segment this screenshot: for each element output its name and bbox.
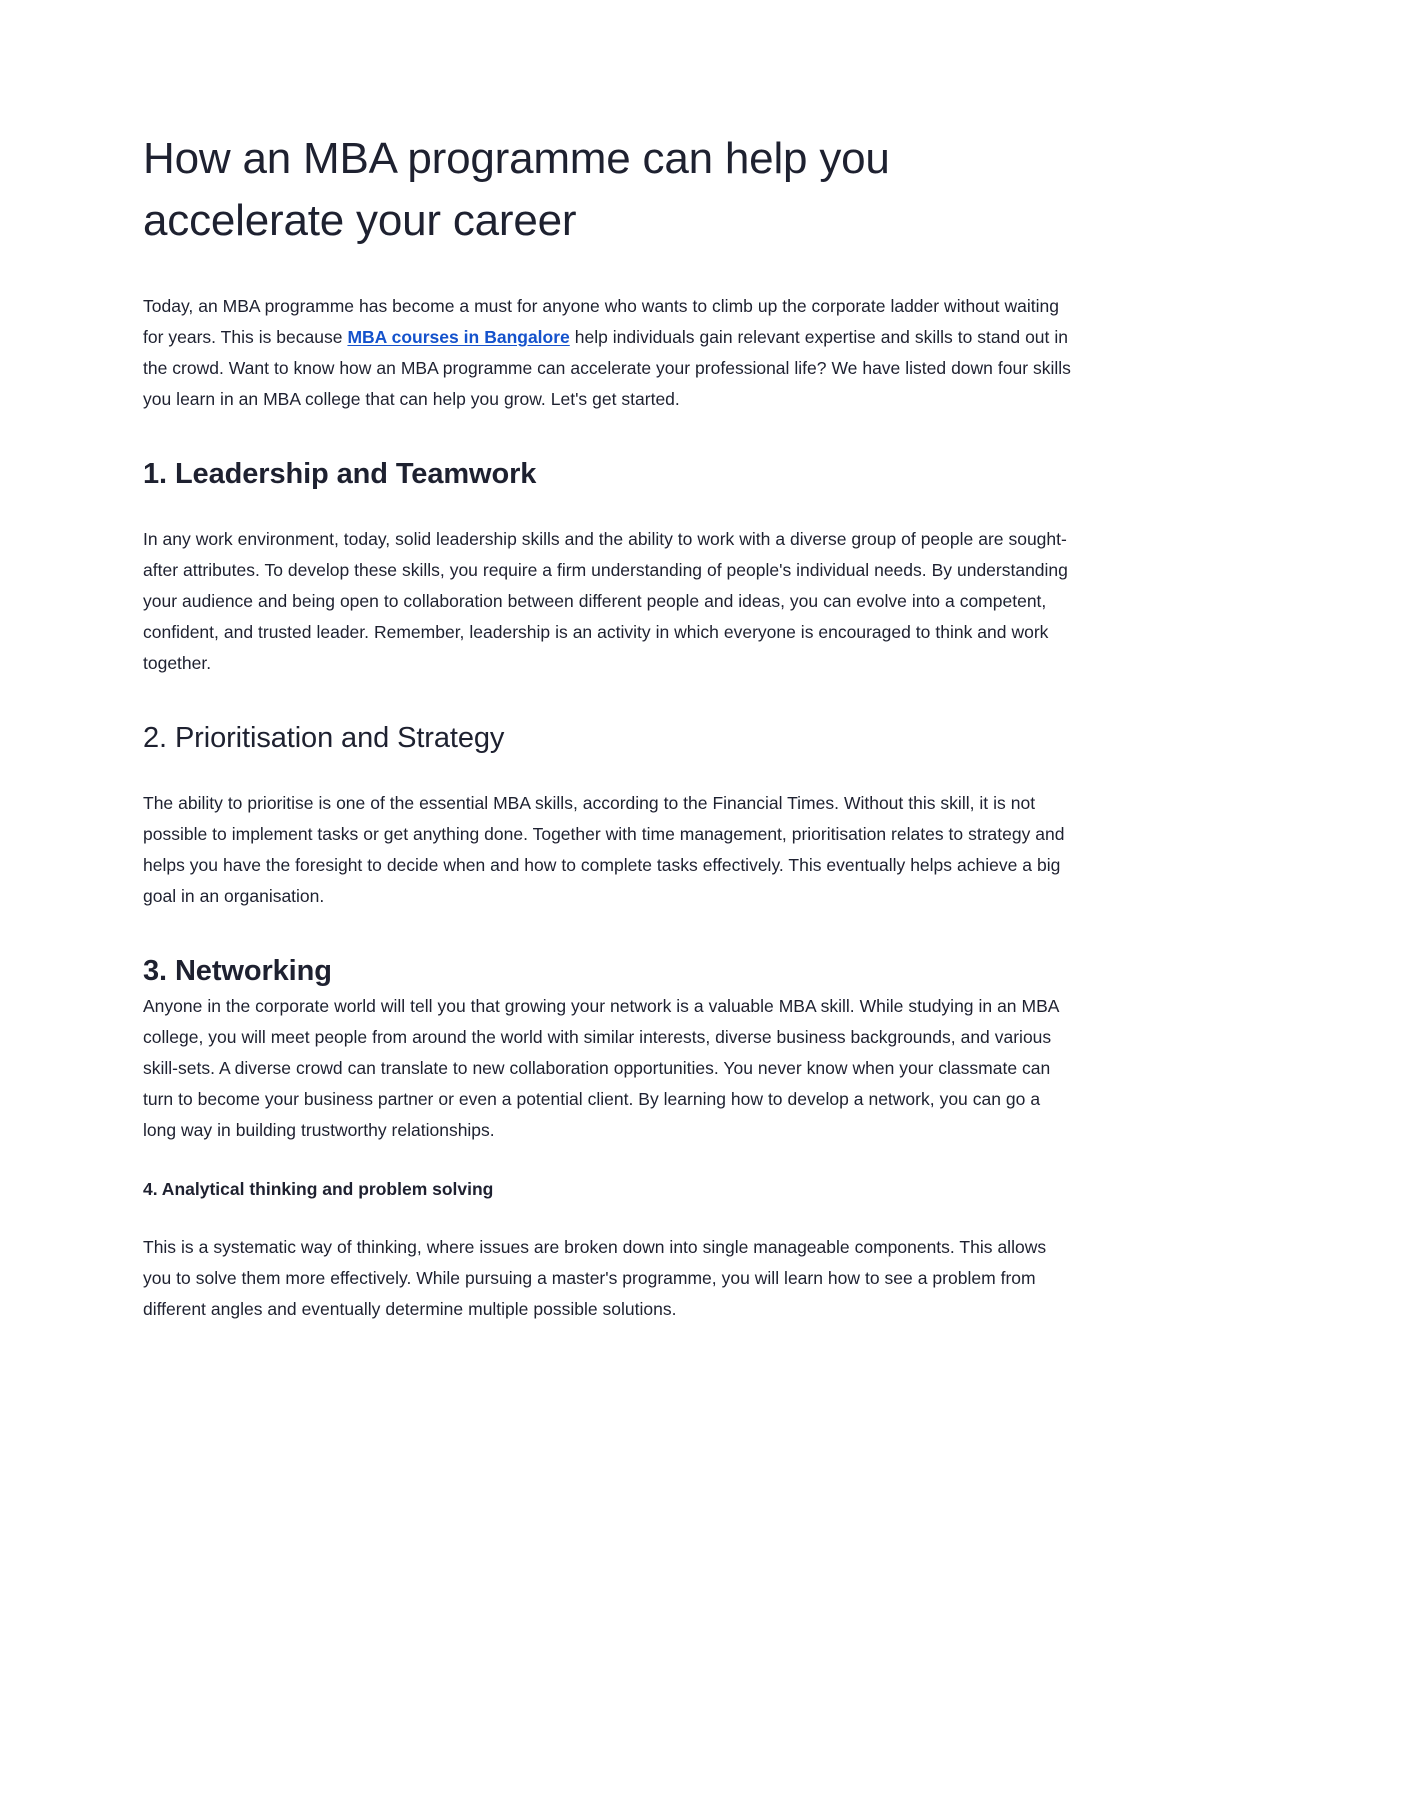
section-heading-prioritisation-and-strategy: 2. Prioritisation and Strategy [143, 721, 505, 754]
spacer [143, 1202, 1073, 1232]
spacer [143, 758, 1073, 788]
page-title: How an MBA programme can help you accelerate your career [143, 134, 890, 246]
spacer [143, 912, 1073, 952]
spacer [143, 1146, 1073, 1176]
document-content [143, 128, 1073, 1325]
section-body-networking: Anyone in the corporate world will tell you that growing your network is a valuable MBA skill. While studying in an MBA college, you will meet people from around the world with similar interests, diverse business backgrounds, and various skill-sets. A diverse crowd can translate to new collaboration opportunities. You never know when your classmate can turn to become your business partner or even a potential client. By learning how to develop a network, you can go a long way in building trustworthy relationships. [143, 995, 1059, 1140]
section-heading-analytical-thinking-and-problem-solving: 4. Analytical thinking and problem solving [143, 1178, 494, 1199]
section-heading-networking: 3. Networking [143, 954, 332, 987]
spacer [143, 273, 1073, 291]
section-body-prioritisation-and-strategy: The ability to prioritise is one of the essential MBA skills, according to the Financial Times. Without this skill, it is not possible to implement tasks or get anything done. Together with time management, prioritisation relates to strategy and helps you have the foresight to decide when and how to complete tasks effectively. This eventually helps achieve a big goal in an organisation. [143, 792, 1065, 906]
intro-text-after-link: help individuals gain relevant expertise and skills to stand out in the crowd. Want to know how an MBA programme can accelerate your professional life? We have listed down four skills you learn in an MBA college that can help you grow. Let's get started. [143, 326, 1071, 409]
section-heading-leadership-and-teamwork: 1. Leadership and Teamwork [143, 457, 537, 490]
spacer [143, 415, 1073, 455]
intro-text-before-link: Today, an MBA programme has become a must for anyone who wants to climb up the corporate ladder without waiting for years. This is because [143, 295, 1059, 347]
section-body-leadership-and-teamwork: In any work environment, today, solid leadership skills and the ability to work with a diverse group of people are sought-after attributes. To develop these skills, you require a firm understanding of people's individual needs. By understanding your audience and being open to collaboration between different people and ideas, you can evolve into a competent, confident, and trusted leader. Remember, leadership is an activity in which everyone is encouraged to think and work together. [143, 528, 1068, 673]
section-body-analytical-thinking-and-problem-solving: This is a systematic way of thinking, where issues are broken down into single manageable components. This allows you to solve them more effectively. While pursuing a master's programme, you will learn how to see a problem from different angles and eventually determine multiple possible solutions. [143, 1237, 1047, 1319]
intro-paragraph [143, 291, 1073, 415]
spacer [143, 494, 1073, 524]
spacer [143, 679, 1073, 719]
mba-courses-bangalore-link[interactable]: MBA courses in Bangalore [347, 326, 570, 347]
